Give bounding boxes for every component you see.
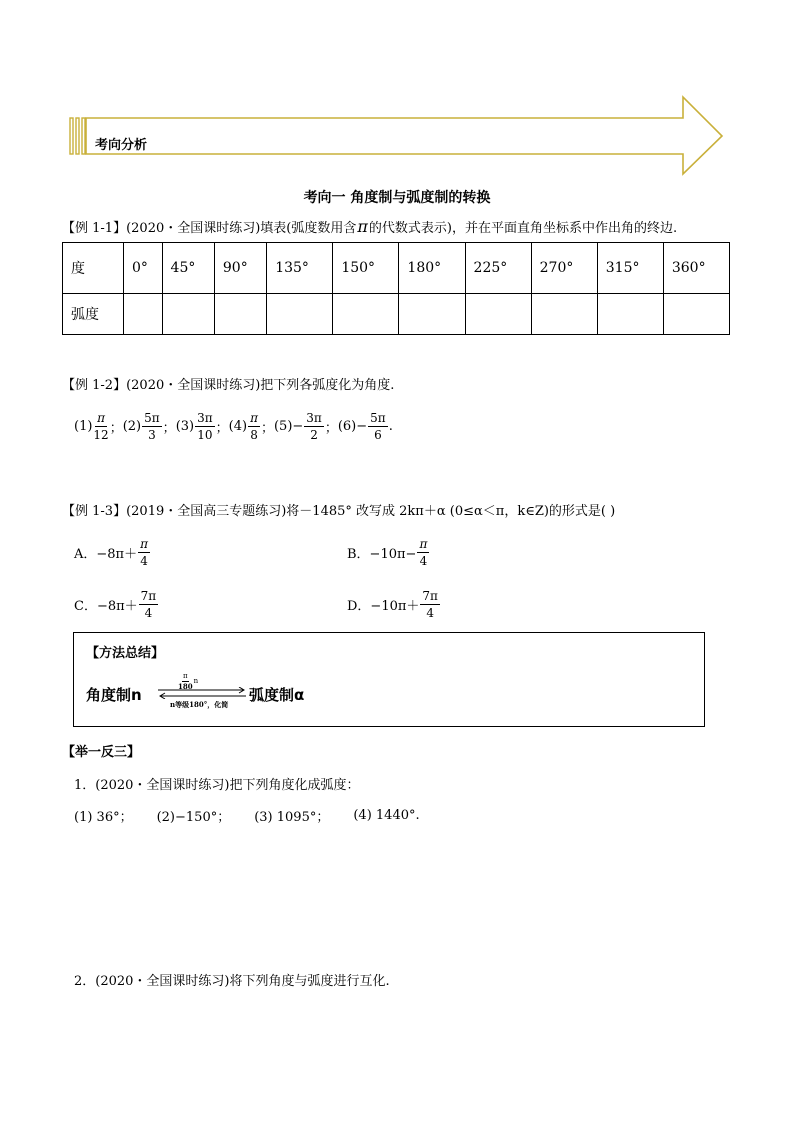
numerator: 7π — [422, 589, 438, 603]
practice-item: (1) 36°； — [74, 810, 133, 825]
item-label: (1) — [74, 419, 93, 434]
example-1-3-label: 【例 1-3】 — [62, 504, 127, 519]
fraction — [195, 412, 215, 441]
fraction — [248, 412, 260, 441]
denominator: 2 — [310, 428, 318, 442]
degree-cell: 270° — [531, 243, 597, 294]
radian-cell — [333, 294, 399, 335]
denominator: 4 — [140, 554, 148, 568]
radian-cell — [597, 294, 663, 335]
denominator: 4 — [419, 554, 428, 568]
degree-cell: 135° — [267, 243, 333, 294]
item-label: (4) — [228, 419, 248, 434]
radian-cell — [465, 294, 531, 335]
radian-cell — [124, 294, 163, 335]
fraction — [138, 538, 150, 567]
degree-cell: 45° — [162, 243, 214, 294]
example-1-1-prompt — [62, 217, 677, 236]
option-c[interactable] — [74, 590, 159, 619]
degree-cell: 225° — [465, 243, 531, 294]
degree-cell: 150° — [333, 243, 399, 294]
fraction — [420, 590, 440, 619]
radian-cell — [214, 294, 266, 335]
double-arrow-icon — [156, 687, 248, 699]
fraction — [142, 412, 162, 441]
denominator: 10 — [197, 428, 213, 442]
bottom-arrow-label: n等级180°，化简 — [170, 700, 229, 709]
method-title: 【方法总结】 — [86, 646, 165, 661]
numerator: π — [97, 411, 105, 425]
conversion-arrows — [156, 673, 248, 709]
denominator: 6 — [374, 428, 382, 442]
separator: ； — [324, 421, 338, 436]
denominator: 4 — [144, 606, 153, 620]
option-b[interactable] — [347, 538, 430, 567]
banner-arrow — [0, 0, 794, 200]
option-label: C．−8π＋ — [74, 599, 138, 614]
fraction — [304, 412, 324, 441]
denominator: 3 — [148, 428, 156, 442]
row-header-degree: 度 — [63, 243, 124, 294]
section-title: 考向一 角度制与弧度制的转换 — [303, 190, 491, 206]
example-1-2-items — [74, 412, 393, 441]
example-1-1-text: (2020・全国课时练习)填表(弧度数用含 — [126, 221, 357, 236]
practice-question-1-items — [74, 806, 420, 825]
practice-item: (3) 1095°； — [254, 810, 330, 825]
item-label: (6)− — [337, 419, 368, 434]
method-left-label: 角度制n — [86, 686, 142, 704]
separator: ； — [109, 421, 123, 436]
item-label: (5)− — [273, 419, 304, 434]
fraction — [417, 538, 429, 567]
option-a[interactable] — [74, 538, 151, 567]
example-1-3-text: (2019・全国高三专题练习)将－1485° 改写成 2kπ＋α (0≤α＜π，k∈Z)的形式是( ) — [126, 504, 616, 519]
numerator: π — [250, 411, 258, 425]
radian-cell — [531, 294, 597, 335]
option-label: A．−8π＋ — [74, 547, 138, 562]
option-label: B．−10π− — [347, 547, 417, 562]
table-row — [63, 243, 730, 294]
practice-item: (2)−150°； — [156, 810, 231, 825]
numerator: π — [419, 537, 428, 551]
practice-question-1: 1．(2020・全国课时练习)把下列角度化成弧度： — [74, 778, 360, 793]
denominator: 4 — [426, 606, 434, 620]
degree-cell: 90° — [214, 243, 266, 294]
example-1-2-label: 【例 1-2】 — [62, 378, 127, 393]
fraction — [139, 590, 159, 619]
top-arrow-suffix: n — [193, 677, 199, 685]
denominator: 8 — [250, 428, 258, 442]
denominator: 180 — [178, 682, 193, 691]
method-summary-box — [73, 632, 705, 727]
numerator: 3π — [306, 411, 322, 425]
practice-question-2: 2．(2020・全国课时练习)将下列角度与弧度进行互化. — [74, 974, 390, 989]
separator: ； — [215, 421, 229, 436]
numerator: 5π — [370, 411, 386, 425]
item-label: (3) — [175, 419, 195, 434]
separator: . — [388, 419, 393, 434]
option-label: D．−10π＋ — [347, 599, 420, 614]
degree-cell: 315° — [597, 243, 663, 294]
radian-cell — [267, 294, 333, 335]
numerator: 3π — [197, 411, 213, 425]
numerator: π — [183, 672, 188, 680]
row-header-radian: 弧度 — [63, 294, 124, 335]
separator: ； — [260, 421, 274, 436]
example-1-2-prompt — [62, 374, 394, 393]
radian-cell — [663, 294, 729, 335]
method-right-label: 弧度制α — [249, 686, 305, 704]
degree-radian-table — [62, 242, 730, 335]
item-label: (2) — [122, 419, 142, 434]
radian-cell — [162, 294, 214, 335]
option-d[interactable] — [347, 590, 441, 619]
radian-cell — [399, 294, 465, 335]
practice-item: (4) 1440°. — [353, 808, 420, 823]
example-1-1-text-2: 的代数式表示)，并在平面直角坐标系中作出角的终边. — [368, 221, 678, 236]
numerator: 5π — [144, 411, 160, 425]
denominator: 12 — [93, 428, 109, 442]
degree-cell: 180° — [399, 243, 465, 294]
degree-cell: 360° — [663, 243, 729, 294]
fraction — [93, 412, 108, 441]
example-1-1-label: 【例 1-1】 — [62, 221, 127, 236]
banner-title: 考向分析 — [95, 138, 148, 153]
table-row — [63, 294, 730, 335]
numerator: 7π — [140, 589, 157, 603]
degree-cell: 0° — [124, 243, 163, 294]
fraction — [368, 412, 388, 441]
example-1-2-text: (2020・全国课时练习)把下列各弧度化为角度. — [126, 378, 395, 393]
numerator: π — [140, 537, 148, 551]
practice-title: 【举一反三】 — [62, 745, 141, 760]
pi-symbol: π — [357, 217, 368, 236]
example-1-3-prompt — [62, 500, 615, 519]
separator: ； — [162, 421, 176, 436]
